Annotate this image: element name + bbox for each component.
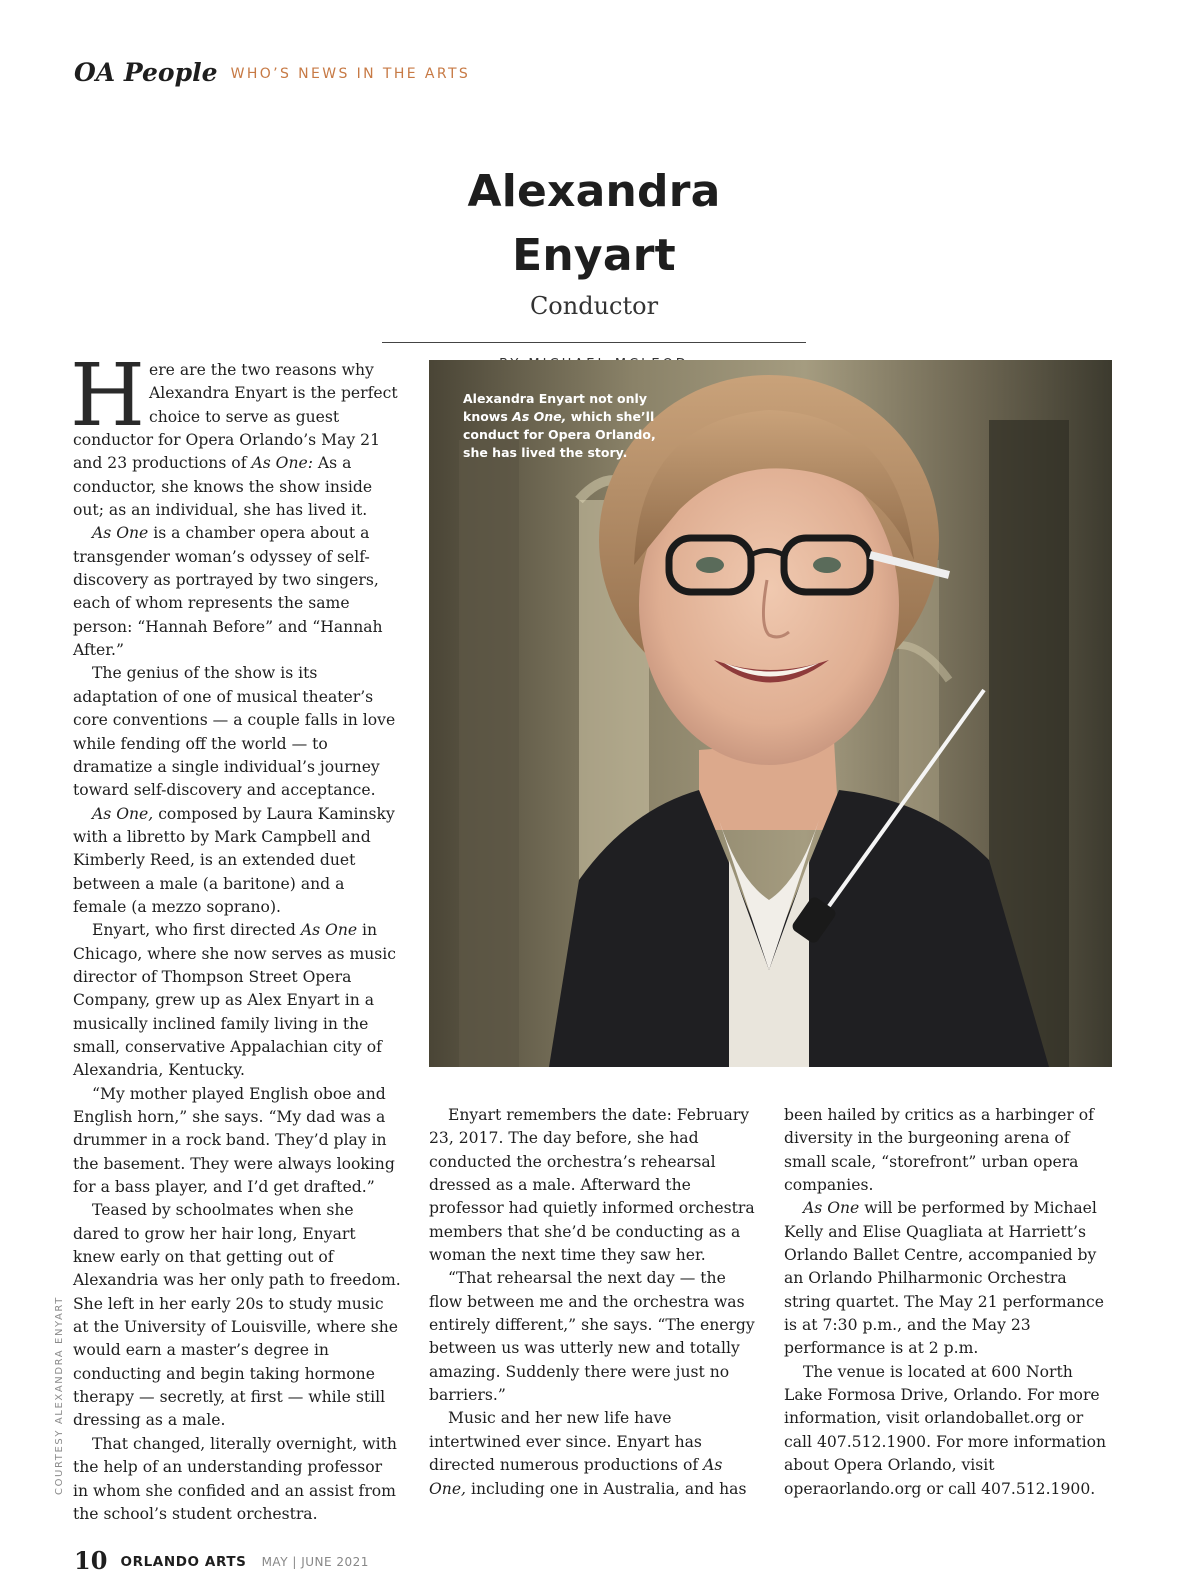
portrait-image xyxy=(429,360,1112,1067)
drop-cap: H xyxy=(70,346,145,446)
section-name: OA People xyxy=(74,58,218,87)
paragraph: Music and her new life have intertwined ever since. Enyart has directed numerous productions of As One, including one in Australia, and has xyxy=(429,1409,747,1498)
section-header xyxy=(74,58,470,87)
article-title-block xyxy=(382,160,806,374)
paragraph: “That rehearsal the next day — the flow between me and the orchestra was entirely different,” she says. “The energy between us was utterly new and totally amazing. Suddenly there were just no barriers.” xyxy=(429,1269,755,1405)
body-column-1 xyxy=(70,346,401,1526)
paragraph: The venue is located at 600 North Lake Formosa Drive, Orlando. For more information, visit orlandoballet.org or call 407.512.1900. For more information about Opera Orlando, visit operaorlando.org or call 407.512.1900. xyxy=(784,1362,1106,1498)
body-column-2 xyxy=(429,1104,759,1501)
paragraph: As One is a chamber opera about a transgender woman’s odyssey of self-discovery as portrayed by two singers, each of whom represents the same person: “Hannah Before” and “Hannah After.” xyxy=(73,524,383,660)
article-subhead: Conductor xyxy=(529,292,659,320)
page-number: 10 xyxy=(74,1546,108,1575)
paragraph: The genius of the show is its adaptation of one of musical theater’s core conventions — a couple falls in love while fending off the world — to dramatize a single individual’s journey toward self-discovery and acceptance. xyxy=(73,664,396,800)
paragraph: “My mother played English oboe and English horn,” she says. “My dad was a drummer in a rock band. They’d play in the basement. They were always looking for a bass player, and I’d get drafted.” xyxy=(73,1084,395,1197)
paragraph: Here are the two reasons why Alexandra Enyart is the perfect choice to serve as guest conductor for Opera Orlando’s May 21 and 23 productions of As One: As a conductor, she knows the show inside out; as an individual, she has lived it. xyxy=(70,346,398,520)
paragraph: Enyart, who first directed As One in Chicago, where she now serves as music director of Thompson Street Opera Company, grew up as Alex Enyart in a musically inclined family living in the small, conservative Appalachian city of Alexandria, Kentucky. xyxy=(73,921,396,1080)
issue-date: MAY | JUNE 2021 xyxy=(261,1555,369,1569)
photo-credit: COURTESY ALEXANDRA ENYART xyxy=(54,1296,65,1495)
publication-name: ORLANDO ARTS xyxy=(120,1554,247,1570)
article-headline: Alexandra Enyart xyxy=(467,166,721,281)
paragraph: As One will be performed by Michael Kelly and Elise Quagliata at Harriett’s Orlando Ballet Centre, accompanied by an Orlando Philharmonic Orchestra string quartet. The May 21 performance is at 7:30 p.m., and the May 23 performance is at 2 p.m. xyxy=(784,1199,1104,1358)
body-column-3 xyxy=(784,1104,1114,1501)
page-footer xyxy=(74,1546,369,1575)
paragraph: Enyart remembers the date: February 23, 2017. The day before, she had conducted the orchestra’s rehearsal dressed as a male. Afterward the professor had quietly informed orchestra members that she’d be conducting as a woman the next time they saw her. xyxy=(429,1106,755,1265)
paragraph: That changed, literally overnight, with the help of an understanding professor in whom she confided and an assist from the school’s student orchestra. xyxy=(73,1434,397,1523)
paragraph: Teased by schoolmates when she dared to grow her hair long, Enyart knew early on that getting out of Alexandria was her only path to freedom. She left in her early 20s to study music at the University of Louisville, where she would earn a master’s degree in conducting and begin taking hormone therapy — secretly, at first — while still dressing as a male. xyxy=(73,1201,401,1430)
section-tagline: WHO’S NEWS IN THE ARTS xyxy=(230,66,471,82)
paragraph: As One, composed by Laura Kaminsky with a libretto by Mark Campbell and Kimberly Reed, is an extended duet between a male (a baritone) and a female (a mezzo soprano). xyxy=(73,804,395,916)
photo-caption: Alexandra Enyart not only knows As One, which she’ll conduct for Opera Orlando, she has lived the story. xyxy=(463,391,656,460)
paragraph: been hailed by critics as a harbinger of diversity in the burgeoning arena of small scale, “storefront” urban opera companies. xyxy=(784,1106,1094,1195)
title-divider xyxy=(382,342,806,343)
portrait-photo xyxy=(429,360,1112,1067)
